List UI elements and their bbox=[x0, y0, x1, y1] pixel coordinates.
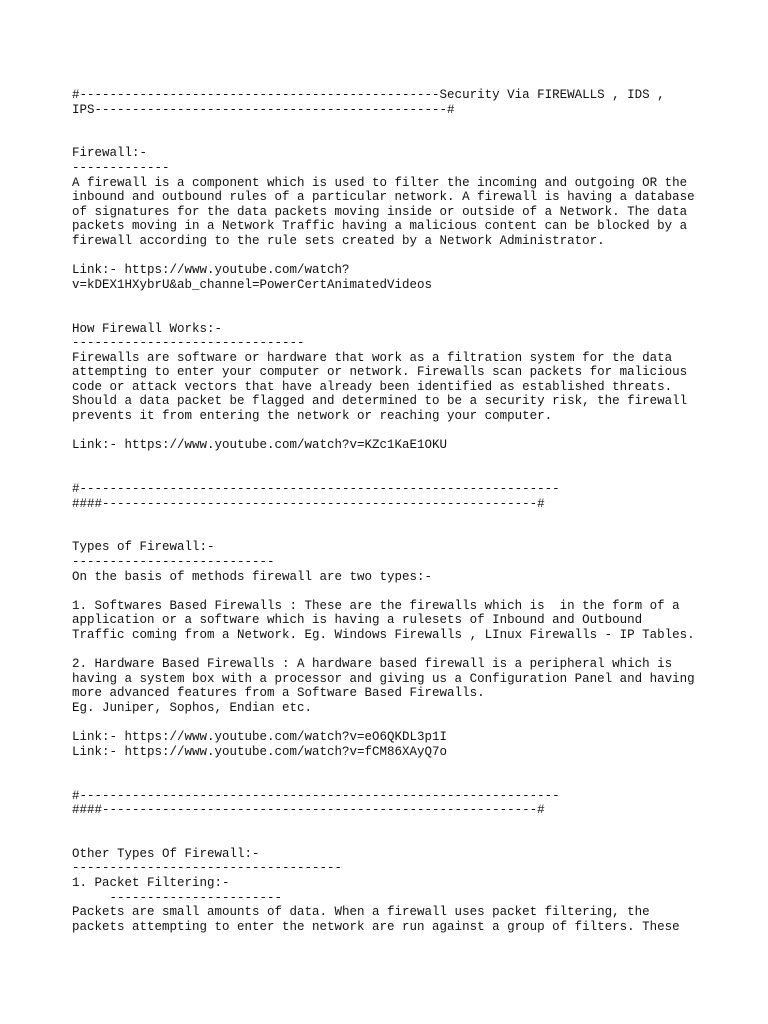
text-line: ------------------------------- bbox=[72, 336, 305, 351]
text-line: packets moving in a Network Traffic having a malicious content can be blocked by a bbox=[72, 219, 688, 234]
text-line: #---------------------------------------------------------------- bbox=[72, 788, 560, 803]
text-line bbox=[72, 292, 752, 307]
text-line: Traffic coming from a Network. Eg. Windows Firewalls , LInux Firewalls - IP Tables. bbox=[72, 627, 695, 642]
text-line: ####----------------------------------------------------------# bbox=[72, 496, 545, 511]
text-line: A firewall is a component which is used to filter the incoming and outgoing OR the bbox=[72, 175, 688, 190]
text-line: ------------- bbox=[72, 160, 170, 175]
text-line: v=kDEX1HXybrU&ab_channel=PowerCertAnimatedVideos bbox=[72, 277, 433, 292]
text-line: 2. Hardware Based Firewalls : A hardware based firewall is a peripheral which is bbox=[72, 657, 673, 672]
text-line: Packets are small amounts of data. When a firewall uses packet filtering, the bbox=[72, 905, 650, 920]
text-line bbox=[72, 132, 752, 147]
text-line: Types of Firewall:- bbox=[72, 540, 215, 555]
text-line: Should a data packet be flagged and determined to be a security risk, the firewall bbox=[72, 394, 688, 409]
text-line: more advanced features from a Software Based Firewalls. bbox=[72, 686, 485, 701]
text-line: Firewalls are software or hardware that work as a filtration system for the data bbox=[72, 350, 673, 365]
text-line bbox=[72, 424, 752, 439]
text-line: #---------------------------------------------------------------- bbox=[72, 482, 560, 497]
text-line bbox=[72, 643, 752, 658]
text-line bbox=[72, 759, 752, 774]
text-line bbox=[72, 117, 752, 132]
text-line bbox=[72, 249, 752, 264]
text-line bbox=[72, 307, 752, 322]
text-line: ####----------------------------------------------------------# bbox=[72, 803, 545, 818]
text-line: firewall according to the rule sets created by a Network Administrator. bbox=[72, 233, 605, 248]
text-line: application or a software which is having a rulesets of Inbound and Outbound bbox=[72, 613, 643, 628]
text-line: prevents it from entering the network or reaching your computer. bbox=[72, 409, 553, 424]
text-line: How Firewall Works:- bbox=[72, 321, 223, 336]
text-line: Link:- https://www.youtube.com/watch?v=fCM86XAyQ7o bbox=[72, 744, 448, 759]
text-line: Eg. Juniper, Sophos, Endian etc. bbox=[72, 700, 313, 715]
text-line: Link:- https://www.youtube.com/watch?v=KZc1KaE1OKU bbox=[72, 438, 448, 453]
text-line: ------------------------------------ bbox=[72, 861, 343, 876]
text-line: Other Types Of Firewall:- bbox=[72, 846, 260, 861]
text-line bbox=[72, 511, 752, 526]
text-line: 1. Softwares Based Firewalls : These are the firewalls which is in the form of a bbox=[72, 598, 680, 613]
text-line: Link:- https://www.youtube.com/watch?v=eO6QKDL3p1I bbox=[72, 730, 448, 745]
text-line bbox=[72, 832, 752, 847]
text-line: 1. Packet Filtering:- bbox=[72, 876, 230, 891]
text-line: inbound and outbound rules of a particular network. A firewall is having a database bbox=[72, 190, 695, 205]
text-line: Firewall:- bbox=[72, 146, 148, 161]
text-line bbox=[72, 716, 752, 731]
text-line: ----------------------- bbox=[72, 890, 283, 905]
text-line: Link:- https://www.youtube.com/watch? bbox=[72, 263, 350, 278]
text-line bbox=[72, 467, 752, 482]
text-line bbox=[72, 774, 752, 789]
text-line: code or attack vectors that have already been identified as established threats. bbox=[72, 379, 673, 394]
text-line: --------------------------- bbox=[72, 555, 275, 569]
document-text bbox=[72, 88, 752, 934]
text-line bbox=[72, 453, 752, 468]
text-line: having a system box with a processor and giving us a Configuration Panel and having bbox=[72, 671, 695, 686]
text-line: On the basis of methods firewall are two types:- bbox=[72, 569, 433, 584]
text-line: packets attempting to enter the network are run against a group of filters. These bbox=[72, 919, 680, 934]
text-line: of signatures for the data packets moving inside or outside of a Network. The data bbox=[72, 204, 688, 219]
text-line bbox=[72, 526, 752, 541]
text-line bbox=[72, 584, 752, 599]
text-line: IPS-----------------------------------------------# bbox=[72, 102, 455, 117]
text-line: attempting to enter your computer or network. Firewalls scan packets for malicious bbox=[72, 365, 688, 380]
text-line: #------------------------------------------------Security Via FIREWALLS , IDS , bbox=[72, 88, 665, 102]
text-line bbox=[72, 818, 752, 833]
